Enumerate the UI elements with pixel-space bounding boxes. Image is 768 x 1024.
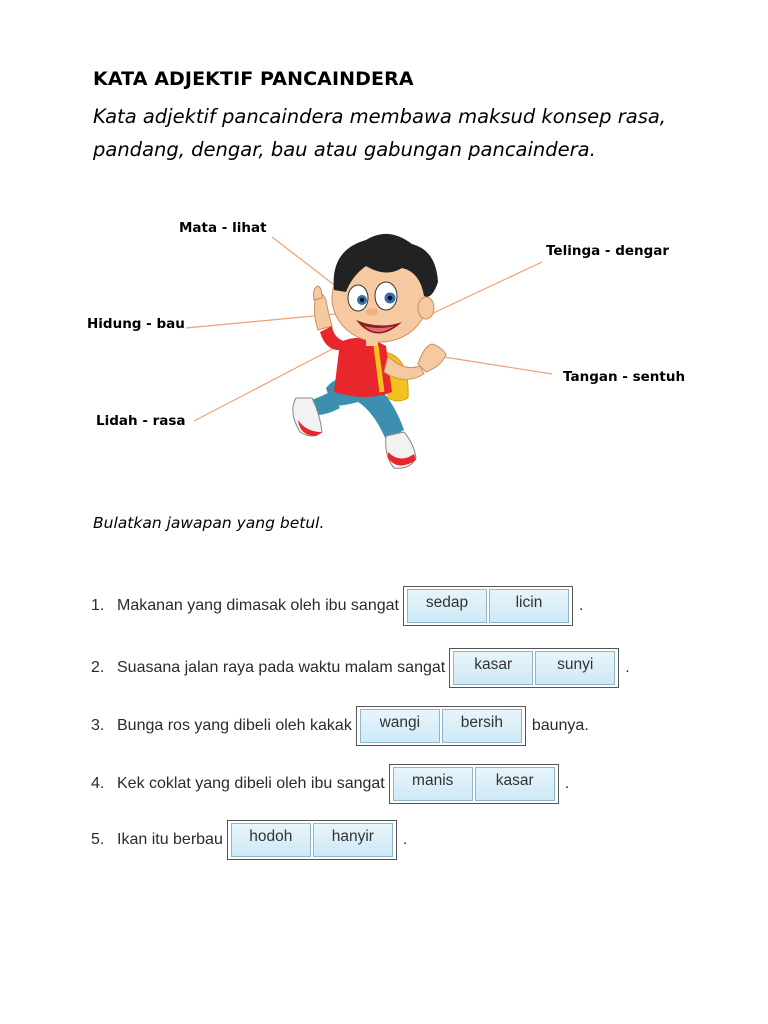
choice-option[interactable]: sunyi: [535, 651, 615, 685]
question-number: 1.: [91, 597, 105, 614]
question-3: [91, 706, 589, 746]
answer-choices: [227, 820, 397, 860]
question-tail: .: [578, 597, 584, 614]
answer-choices: [403, 586, 573, 626]
question-number: 3.: [91, 717, 105, 734]
label-telinga: Telinga - dengar: [546, 243, 670, 259]
answer-choices: [449, 648, 619, 688]
label-tangan: Tangan - sentuh: [563, 369, 686, 385]
question-number: 4.: [91, 775, 105, 792]
choice-option[interactable]: kasar: [475, 767, 555, 801]
question-text: Makanan yang dimasak oleh ibu sangat: [117, 597, 399, 614]
question-text: Ikan itu berbau: [117, 831, 223, 848]
question-text: Bunga ros yang dibeli oleh kakak: [117, 717, 352, 734]
question-tail: .: [625, 659, 630, 676]
label-hidung: Hidung - bau: [87, 316, 185, 332]
label-mata: Mata - lihat: [179, 220, 267, 236]
intro-paragraph: Kata adjektif pancaindera membawa maksud konsep rasa, pandang, dengar, bau atau gabungan pancaindera.: [93, 105, 667, 161]
choice-option[interactable]: hanyir: [313, 823, 393, 857]
choice-option[interactable]: bersih: [442, 709, 522, 743]
label-lidah: Lidah - rasa: [96, 413, 186, 429]
choice-option[interactable]: licin: [489, 589, 569, 623]
choice-option[interactable]: manis: [393, 767, 473, 801]
question-number: 2.: [91, 659, 105, 676]
question-4: [91, 764, 569, 804]
question-5: [91, 820, 407, 860]
choice-option[interactable]: wangi: [360, 709, 440, 743]
answer-choices: [356, 706, 526, 746]
question-tail: .: [564, 775, 570, 792]
choice-option[interactable]: hodoh: [231, 823, 311, 857]
pointer-line-tangan: [444, 357, 552, 374]
pointer-line-telinga: [427, 262, 542, 316]
boy-illustration: [293, 234, 446, 468]
page-title: KATA ADJEKTIF PANCAINDERA: [93, 68, 414, 90]
choice-option[interactable]: kasar: [453, 651, 533, 685]
question-tail: baunya.: [531, 717, 589, 734]
question-2: [91, 648, 630, 688]
question-1: [91, 586, 583, 626]
question-tail: .: [402, 831, 408, 848]
answer-choices: [389, 764, 559, 804]
instruction-text: Bulatkan jawapan yang betul.: [93, 514, 325, 532]
question-text: Suasana jalan raya pada waktu malam sangat: [117, 659, 446, 676]
question-text: Kek coklat yang dibeli oleh ibu sangat: [117, 775, 385, 792]
question-number: 5.: [91, 831, 105, 848]
choice-option[interactable]: sedap: [407, 589, 487, 623]
